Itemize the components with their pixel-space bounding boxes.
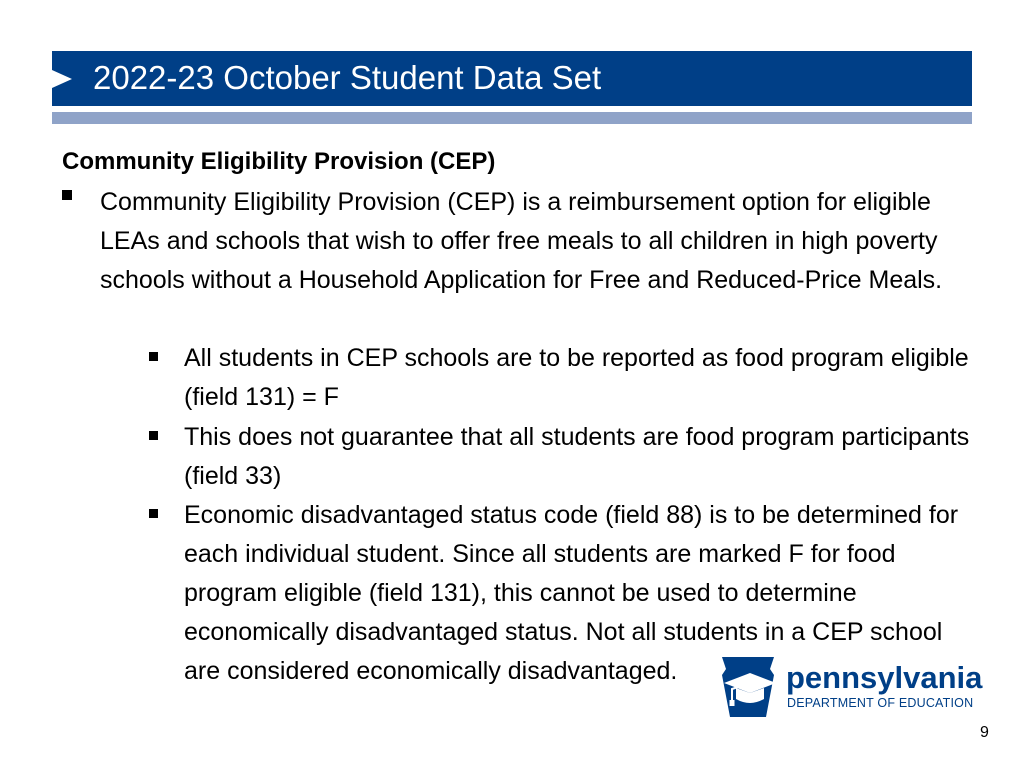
bullet-square-icon: [149, 431, 158, 440]
title-underline: [52, 112, 972, 124]
pde-logo: [716, 655, 983, 719]
sub-bullet-2: This does not guarantee that all students are food program participants (field 33): [184, 423, 970, 490]
sub-bullet-3: Economic disadvantaged status code (field 88) is to be determined for each individual student. Since all students are marked F for food program eligible (field 131), this cannot be used to determine economically disadvantaged status. Not all students in a CEP school are considered economically disadvantaged.: [184, 501, 959, 685]
main-bullet-text: Community Eligibility Provision (CEP) is a reimbursement option for eligible LEAs and schools that wish to offer free meals to all children in high poverty schools without a Household Application for Free and Reduced-Price Meals.: [100, 188, 943, 294]
section-heading: Community Eligibility Provision (CEP): [62, 148, 496, 175]
title-arrow-icon: [52, 70, 72, 88]
title-bar: [52, 51, 972, 106]
logo-subtitle: DEPARTMENT OF EDUCATION: [787, 696, 974, 710]
slide-title: 2022-23 October Student Data Set: [93, 59, 602, 96]
bullet-square-icon: [149, 352, 158, 361]
bullet-square-icon: [62, 190, 72, 200]
page-number: 9: [980, 724, 989, 741]
logo-wordmark: pennsylvania: [786, 660, 983, 695]
keystone-graduation-cap-icon: [716, 655, 780, 719]
bullet-square-icon: [149, 509, 158, 518]
sub-bullet-1: All students in CEP schools are to be reported as food program eligible (field 131) = F: [184, 344, 969, 411]
